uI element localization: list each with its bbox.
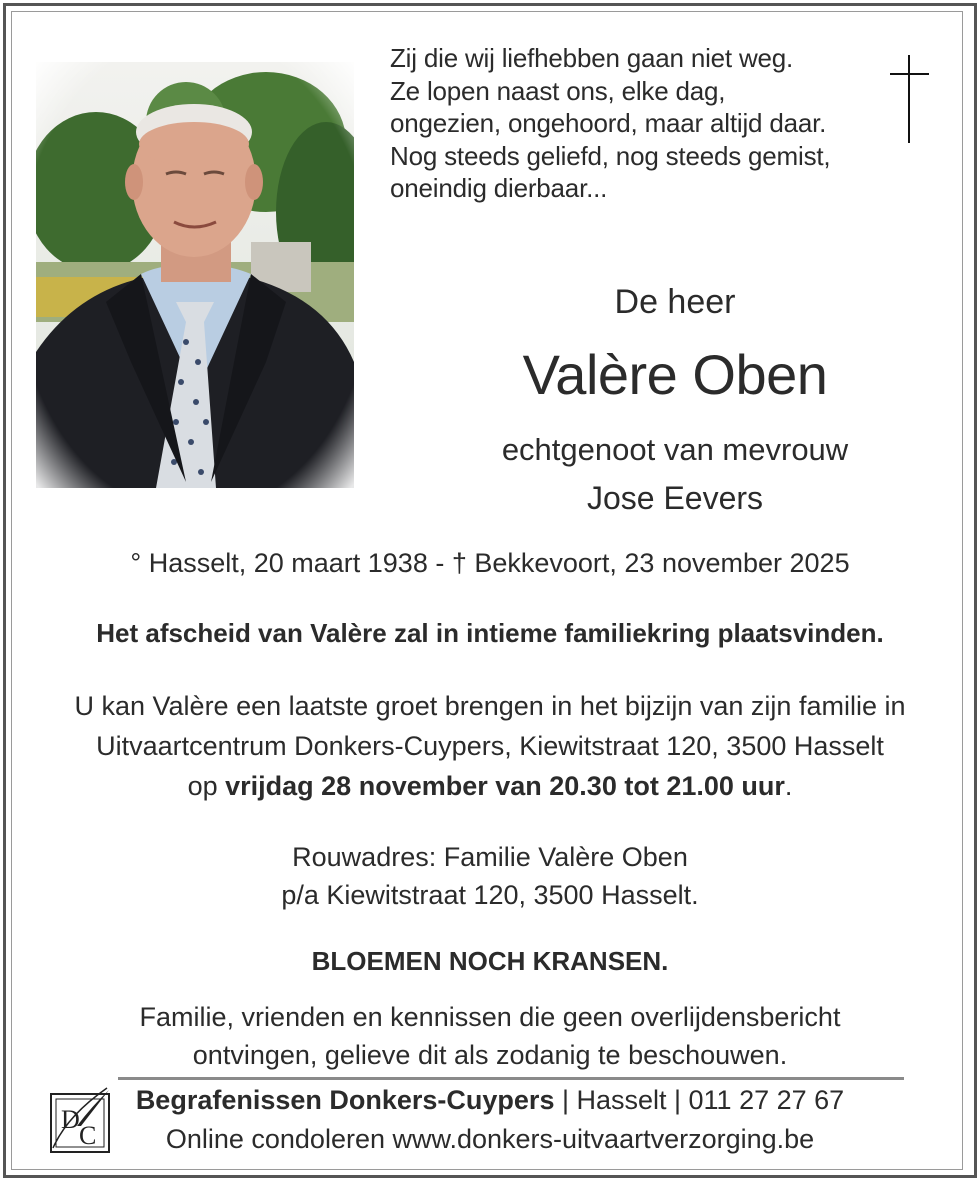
poem-line: Ze lopen naast ons, elke dag, [390, 75, 726, 106]
visitation-time-line [20, 766, 960, 806]
notice-line: ontvingen, gelieve dit als zodanig te beschouwen. [192, 1040, 788, 1070]
poem-line: ongezien, ongehoord, maar altijd daar. [390, 108, 827, 138]
poem-line: oneindig dierbaar... [390, 173, 608, 203]
birth-death-dates: ° Hasselt, 20 maart 1938 - † Bekkevoort, 23 november 2025 [130, 548, 850, 578]
spouse-name: Jose Eevers [586, 480, 764, 516]
svg-text:D: D [61, 1105, 80, 1134]
visitation-time: vrijdag 28 november van 20.30 tot 21.00 uur [225, 771, 785, 801]
poem-line: Nog steeds geliefd, nog steeds gemist, [390, 140, 831, 171]
address-line: p/a Kiewitstraat 120, 3500 Hasselt. [281, 880, 699, 910]
notice-line: Familie, vrienden en kennissen die geen overlijdensbericht [139, 1002, 841, 1032]
visitation-time-prefix: op [187, 771, 226, 801]
address-line: Rouwadres: Familie Valère Oben [292, 842, 688, 872]
memorial-poem [390, 42, 870, 205]
funeral-home-logo [47, 1086, 113, 1156]
funeral-home-name: Begrafenissen Donkers-Cuypers [135, 1085, 555, 1115]
mourning-address [20, 838, 960, 914]
visitation-info [20, 686, 960, 806]
condolence-link[interactable]: Online condoleren www.donkers-uitvaartverzorging.be [165, 1124, 815, 1154]
poem-line: Zij die wij liefhebben gaan niet weg. [390, 43, 794, 73]
announcement-notice [20, 998, 960, 1074]
svg-text:C: C [79, 1121, 97, 1150]
cross-icon [888, 55, 930, 145]
spouse-label: echtgenoot van mevrouw [501, 432, 849, 467]
deceased-prefix: De heer [614, 283, 736, 321]
visitation-line: Uitvaartcentrum Donkers-Cuypers, Kiewitstraat 120, 3500 Hasselt [96, 731, 884, 761]
portrait-photo [36, 62, 354, 488]
footer-divider [118, 1077, 904, 1080]
funeral-home-info [110, 1085, 870, 1116]
deceased-name: Valère Oben [522, 343, 828, 406]
no-flowers-notice: BLOEMEN NOCH KRANSEN. [311, 946, 669, 976]
visitation-time-suffix: . [784, 771, 793, 801]
funeral-home-details: | Hasselt | 011 27 27 67 [554, 1085, 845, 1115]
farewell-notice: Het afscheid van Valère zal in intieme familiekring plaatsvinden. [96, 618, 884, 648]
visitation-line: U kan Valère een laatste groet brengen in het bijzijn van zijn familie in [74, 691, 906, 721]
